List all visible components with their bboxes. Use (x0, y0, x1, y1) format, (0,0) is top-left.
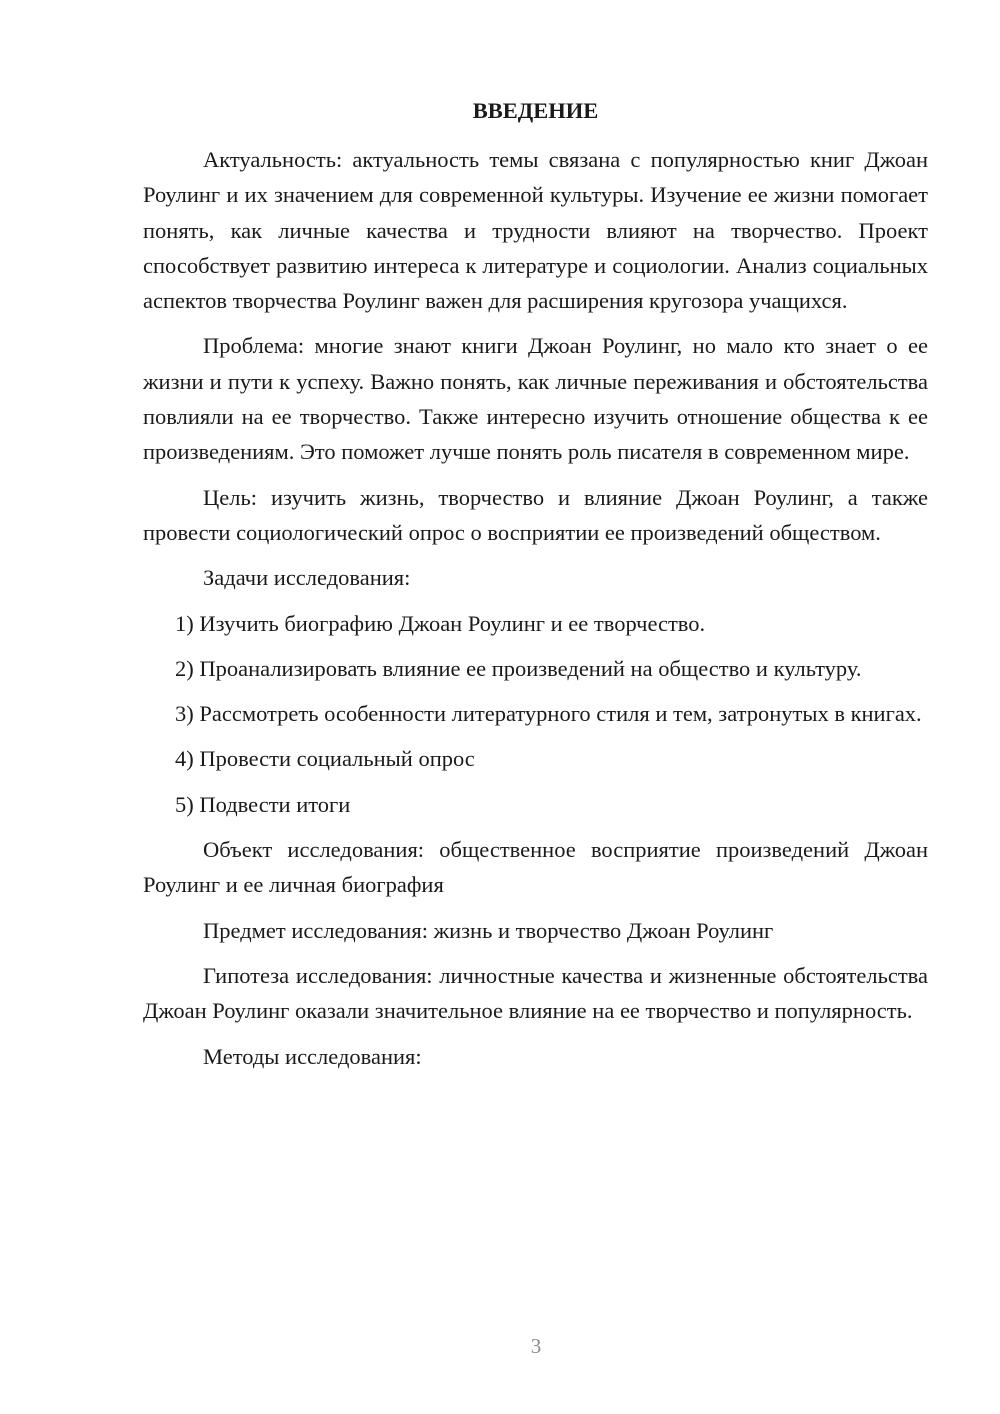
problem-paragraph: Проблема: многие знают книги Джоан Роулинг, но мало кто знает о ее жизни и пути к успеху. Важно понять, как личные переживания и обстоятельства повлияли на ее творчество. Также интересно изучить отношение общества к ее произведениям. Это поможет лучше понять роль писателя в современном мире. (143, 333, 928, 465)
task-item-2: 2) Проанализировать влияние ее произведений на общество и культуру. (175, 655, 862, 681)
section-heading: ВВЕДЕНИЕ (472, 98, 599, 123)
task-item-4: 4) Провести социальный опрос (175, 746, 475, 772)
relevance-paragraph: Актуальность: актуальность темы связана с популярностью книг Джоан Роулинг и их значением для современной культуры. Изучение ее жизни помогает понять, как личные качества и трудности влияют на творчество. Проект способствует развитию интереса к литературе и социологии. Анализ социальных аспектов творчества Роулинг важен для расширения кругозора учащихся. (143, 147, 928, 314)
page-number: 3 (530, 1334, 542, 1358)
hypothesis-paragraph: Гипотеза исследования: личностные качества и жизненные обстоятельства Джоан Роулинг оказали значительное влияние на ее творчество и популярность. (143, 962, 928, 1024)
goal-paragraph: Цель: изучить жизнь, творчество и влияние Джоан Роулинг, а также провести социологический опрос о восприятии ее произведений обществом. (143, 484, 928, 545)
tasks-title: Задачи исследования: (203, 565, 411, 591)
object-paragraph: Объект исследования: общественное восприятие произведений Джоан Роулинг и ее личная биография (143, 837, 928, 898)
document-body (143, 142, 928, 1074)
methods-title: Методы исследования: (203, 1043, 422, 1069)
subject-paragraph: Предмет исследования: жизнь и творчество Джоан Роулинг (203, 917, 774, 943)
task-item-1: 1) Изучить биографию Джоан Роулинг и ее творчество. (175, 610, 706, 636)
task-item-3: 3) Рассмотреть особенности литературного стиля и тем, затронутых в книгах. (175, 701, 922, 727)
task-item-5: 5) Подвести итоги (175, 791, 351, 817)
